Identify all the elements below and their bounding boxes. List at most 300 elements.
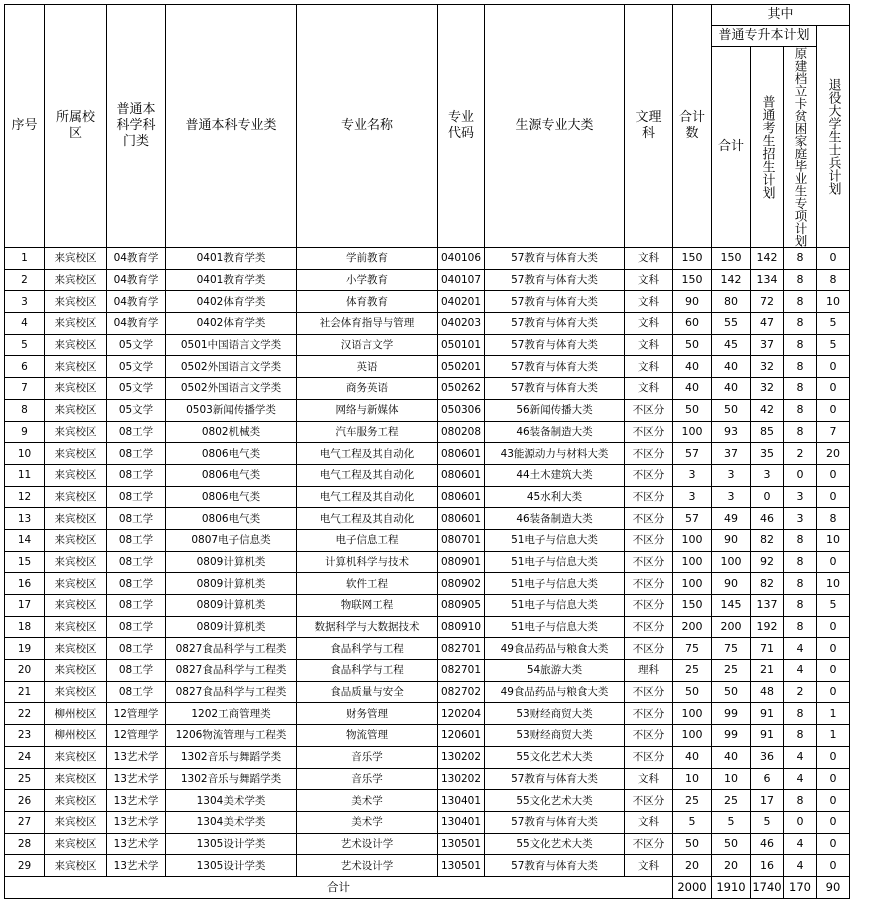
row-sub-total: 55 [712,313,751,335]
row-major-code: 040106 [438,248,485,270]
row-source-class: 55文化艺术大类 [485,746,625,768]
row-major-class: 0827食品科学与工程类 [166,638,297,660]
row-exam: 46 [751,833,784,855]
row-exam: 142 [751,248,784,270]
row-campus: 柳州校区 [45,703,107,725]
table-row [5,508,850,530]
row-source-class: 57教育与体育大类 [485,811,625,833]
row-campus: 来宾校区 [45,855,107,877]
row-seq: 27 [5,811,45,833]
row-source-class: 55文化艺术大类 [485,833,625,855]
row-sub-total: 40 [712,378,751,400]
row-major-code: 130202 [438,768,485,790]
header-source-class: 生源专业大类 [485,5,625,248]
row-major-name: 电子信息工程 [297,529,438,551]
row-source-class: 51电子与信息大类 [485,551,625,573]
table-row [5,356,850,378]
header-category: 普通本科学科门类 [107,5,166,248]
row-seq: 21 [5,681,45,703]
row-poverty: 4 [784,660,817,682]
row-sub-total: 5 [712,811,751,833]
row-sub-total: 3 [712,486,751,508]
row-campus: 来宾校区 [45,356,107,378]
table-row [5,681,850,703]
row-sub-total: 3 [712,464,751,486]
row-total: 3 [673,486,712,508]
row-seq: 24 [5,746,45,768]
row-seq: 16 [5,573,45,595]
row-major-name: 美术学 [297,790,438,812]
row-major-code: 050262 [438,378,485,400]
row-category: 13艺术学 [107,768,166,790]
row-major-name: 商务英语 [297,378,438,400]
row-sub-total: 45 [712,334,751,356]
row-exam: 37 [751,334,784,356]
row-major-name: 软件工程 [297,573,438,595]
row-seq: 17 [5,595,45,617]
row-seq: 5 [5,334,45,356]
row-campus: 来宾校区 [45,399,107,421]
table-row [5,421,850,443]
row-exam: 134 [751,269,784,291]
row-major-name: 汽车服务工程 [297,421,438,443]
table-row [5,291,850,313]
row-major-class: 0806电气类 [166,443,297,465]
row-category: 05文学 [107,378,166,400]
row-exam: 16 [751,855,784,877]
row-major-code: 130401 [438,811,485,833]
row-major-class: 1206物流管理与工程类 [166,725,297,747]
row-campus: 来宾校区 [45,638,107,660]
row-total: 50 [673,399,712,421]
row-sub-total: 50 [712,833,751,855]
row-poverty: 8 [784,269,817,291]
row-category: 05文学 [107,356,166,378]
row-poverty: 8 [784,573,817,595]
row-total: 10 [673,768,712,790]
row-major-class: 1302音乐与舞蹈学类 [166,746,297,768]
row-major-name: 物联网工程 [297,595,438,617]
row-total: 25 [673,790,712,812]
row-campus: 来宾校区 [45,660,107,682]
row-major-code: 080902 [438,573,485,595]
row-major-name: 电气工程及其自动化 [297,508,438,530]
row-major-code: 082701 [438,660,485,682]
row-exam: 82 [751,573,784,595]
row-major-code: 080601 [438,443,485,465]
row-veteran: 5 [817,334,850,356]
totals-sub-total: 1910 [712,876,751,898]
row-major-class: 1304美术学类 [166,790,297,812]
row-source-class: 57教育与体育大类 [485,855,625,877]
row-veteran: 0 [817,790,850,812]
row-major-name: 食品科学与工程 [297,638,438,660]
row-subject: 不区分 [625,508,673,530]
row-poverty: 8 [784,529,817,551]
row-major-code: 130501 [438,833,485,855]
row-poverty: 8 [784,313,817,335]
table-row [5,855,850,877]
row-campus: 来宾校区 [45,486,107,508]
table-body [5,248,850,877]
row-major-code: 050306 [438,399,485,421]
header-regular-exam: 普通考生招生计划 [751,47,784,248]
row-exam: 85 [751,421,784,443]
table-row [5,313,850,335]
row-subject: 不区分 [625,833,673,855]
header-regular-total: 合计 [712,47,751,248]
row-sub-total: 75 [712,638,751,660]
row-sub-total: 49 [712,508,751,530]
row-category: 04教育学 [107,269,166,291]
row-seq: 28 [5,833,45,855]
row-major-code: 080905 [438,595,485,617]
row-subject: 文科 [625,768,673,790]
row-subject: 不区分 [625,790,673,812]
row-source-class: 51电子与信息大类 [485,573,625,595]
row-total: 40 [673,746,712,768]
row-exam: 71 [751,638,784,660]
row-veteran: 0 [817,660,850,682]
row-subject: 文科 [625,356,673,378]
row-sub-total: 37 [712,443,751,465]
header-of-which: 其中 [712,5,850,26]
table-row [5,616,850,638]
row-total: 150 [673,269,712,291]
row-subject: 不区分 [625,746,673,768]
row-veteran: 10 [817,529,850,551]
row-category: 08工学 [107,681,166,703]
row-sub-total: 50 [712,681,751,703]
row-subject: 文科 [625,313,673,335]
header-major-code: 专业代码 [438,5,485,248]
row-major-code: 080601 [438,486,485,508]
row-sub-total: 25 [712,660,751,682]
row-veteran: 0 [817,855,850,877]
row-source-class: 57教育与体育大类 [485,768,625,790]
row-total: 50 [673,681,712,703]
row-category: 05文学 [107,334,166,356]
row-total: 50 [673,334,712,356]
row-sub-total: 20 [712,855,751,877]
row-exam: 21 [751,660,784,682]
row-seq: 25 [5,768,45,790]
row-campus: 来宾校区 [45,313,107,335]
row-exam: 91 [751,725,784,747]
row-total: 5 [673,811,712,833]
table-row [5,573,850,595]
row-exam: 0 [751,486,784,508]
row-campus: 来宾校区 [45,833,107,855]
row-category: 08工学 [107,464,166,486]
row-subject: 文科 [625,334,673,356]
row-poverty: 8 [784,291,817,313]
row-sub-total: 93 [712,421,751,443]
row-major-class: 0401教育学类 [166,269,297,291]
row-exam: 137 [751,595,784,617]
row-sub-total: 100 [712,551,751,573]
totals-row [5,876,850,898]
row-campus: 来宾校区 [45,464,107,486]
row-veteran: 0 [817,356,850,378]
row-category: 13艺术学 [107,790,166,812]
row-source-class: 57教育与体育大类 [485,334,625,356]
row-subject: 不区分 [625,725,673,747]
row-total: 60 [673,313,712,335]
row-source-class: 45水利大类 [485,486,625,508]
row-major-code: 050101 [438,334,485,356]
row-exam: 91 [751,703,784,725]
table-row [5,464,850,486]
row-poverty: 8 [784,616,817,638]
row-subject: 不区分 [625,551,673,573]
row-campus: 来宾校区 [45,334,107,356]
row-category: 05文学 [107,399,166,421]
row-subject: 不区分 [625,421,673,443]
row-exam: 32 [751,378,784,400]
row-campus: 来宾校区 [45,616,107,638]
row-category: 13艺术学 [107,833,166,855]
row-major-name: 食品科学与工程 [297,660,438,682]
row-campus: 来宾校区 [45,291,107,313]
row-source-class: 55文化艺术大类 [485,790,625,812]
row-veteran: 5 [817,595,850,617]
row-major-name: 财务管理 [297,703,438,725]
row-sub-total: 25 [712,790,751,812]
row-major-class: 0809计算机类 [166,595,297,617]
row-campus: 来宾校区 [45,746,107,768]
row-total: 100 [673,725,712,747]
totals-exam: 1740 [751,876,784,898]
row-major-name: 艺术设计学 [297,833,438,855]
row-poverty: 3 [784,486,817,508]
row-major-code: 080208 [438,421,485,443]
row-major-class: 0809计算机类 [166,573,297,595]
row-campus: 来宾校区 [45,443,107,465]
row-total: 50 [673,833,712,855]
row-subject: 不区分 [625,638,673,660]
row-veteran: 0 [817,551,850,573]
row-exam: 17 [751,790,784,812]
row-category: 08工学 [107,595,166,617]
row-sub-total: 150 [712,248,751,270]
row-veteran: 0 [817,746,850,768]
row-major-name: 计算机科学与技术 [297,551,438,573]
row-major-class: 0402体育学类 [166,313,297,335]
row-source-class: 51电子与信息大类 [485,616,625,638]
row-major-code: 080701 [438,529,485,551]
row-sub-total: 90 [712,573,751,595]
row-category: 13艺术学 [107,855,166,877]
row-campus: 来宾校区 [45,768,107,790]
row-veteran: 20 [817,443,850,465]
table-row [5,529,850,551]
row-subject: 不区分 [625,573,673,595]
row-campus: 来宾校区 [45,378,107,400]
row-total: 100 [673,529,712,551]
table-row [5,443,850,465]
row-source-class: 43能源动力与材料大类 [485,443,625,465]
row-exam: 32 [751,356,784,378]
row-category: 08工学 [107,529,166,551]
row-poverty: 8 [784,703,817,725]
row-major-name: 体育教育 [297,291,438,313]
row-exam: 82 [751,529,784,551]
row-poverty: 8 [784,378,817,400]
row-source-class: 53财经商贸大类 [485,703,625,725]
row-category: 08工学 [107,660,166,682]
row-veteran: 0 [817,248,850,270]
row-subject: 不区分 [625,703,673,725]
row-source-class: 57教育与体育大类 [485,291,625,313]
row-campus: 来宾校区 [45,681,107,703]
row-campus: 来宾校区 [45,790,107,812]
table-row [5,248,850,270]
row-major-name: 网络与新媒体 [297,399,438,421]
row-poverty: 8 [784,595,817,617]
row-major-class: 0802机械类 [166,421,297,443]
row-veteran: 1 [817,703,850,725]
row-category: 08工学 [107,421,166,443]
header-veteran: 退役大学生士兵计划 [817,26,850,248]
totals-veteran: 90 [817,876,850,898]
row-source-class: 57教育与体育大类 [485,313,625,335]
row-category: 04教育学 [107,313,166,335]
row-major-name: 数据科学与大数据技术 [297,616,438,638]
row-major-code: 120601 [438,725,485,747]
row-campus: 来宾校区 [45,508,107,530]
row-major-class: 1202工商管理类 [166,703,297,725]
row-total: 40 [673,356,712,378]
row-seq: 29 [5,855,45,877]
row-poverty: 4 [784,638,817,660]
row-poverty: 8 [784,421,817,443]
row-veteran: 10 [817,573,850,595]
row-major-class: 1304美术学类 [166,811,297,833]
row-subject: 文科 [625,811,673,833]
row-seq: 23 [5,725,45,747]
row-subject: 不区分 [625,529,673,551]
row-major-class: 1302音乐与舞蹈学类 [166,768,297,790]
row-campus: 来宾校区 [45,811,107,833]
row-sub-total: 10 [712,768,751,790]
row-major-code: 130501 [438,855,485,877]
row-major-class: 0501中国语言文学类 [166,334,297,356]
row-seq: 4 [5,313,45,335]
row-total: 3 [673,464,712,486]
row-poverty: 0 [784,811,817,833]
row-major-code: 130202 [438,746,485,768]
row-subject: 不区分 [625,595,673,617]
row-category: 08工学 [107,443,166,465]
row-major-name: 小学教育 [297,269,438,291]
row-exam: 192 [751,616,784,638]
row-major-class: 1305设计学类 [166,833,297,855]
row-category: 12管理学 [107,725,166,747]
row-category: 04教育学 [107,291,166,313]
row-seq: 14 [5,529,45,551]
row-major-code: 080901 [438,551,485,573]
row-major-name: 食品质量与安全 [297,681,438,703]
row-major-name: 汉语言文学 [297,334,438,356]
row-major-code: 050201 [438,356,485,378]
row-campus: 来宾校区 [45,529,107,551]
row-source-class: 49食品药品与粮食大类 [485,681,625,703]
row-source-class: 57教育与体育大类 [485,378,625,400]
row-veteran: 7 [817,421,850,443]
row-sub-total: 40 [712,356,751,378]
row-subject: 不区分 [625,464,673,486]
row-source-class: 57教育与体育大类 [485,356,625,378]
header-regular-plan: 普通专升本计划 [712,26,817,47]
row-veteran: 10 [817,291,850,313]
row-category: 08工学 [107,573,166,595]
row-sub-total: 90 [712,529,751,551]
row-seq: 18 [5,616,45,638]
row-veteran: 0 [817,681,850,703]
row-campus: 来宾校区 [45,248,107,270]
row-total: 100 [673,703,712,725]
row-major-code: 040107 [438,269,485,291]
row-subject: 文科 [625,269,673,291]
row-total: 150 [673,248,712,270]
row-poverty: 8 [784,399,817,421]
row-poverty: 8 [784,334,817,356]
row-poverty: 4 [784,833,817,855]
header-poverty: 原建档立卡贫困家庭毕业生专项计划 [784,47,817,248]
row-major-code: 082701 [438,638,485,660]
totals-poverty: 170 [784,876,817,898]
header-seq: 序号 [5,5,45,248]
row-total: 40 [673,378,712,400]
row-exam: 42 [751,399,784,421]
table-row [5,703,850,725]
row-major-class: 0827食品科学与工程类 [166,660,297,682]
row-veteran: 0 [817,378,850,400]
row-major-class: 1305设计学类 [166,855,297,877]
row-sub-total: 200 [712,616,751,638]
row-sub-total: 145 [712,595,751,617]
row-major-name: 音乐学 [297,768,438,790]
row-source-class: 56新闻传播大类 [485,399,625,421]
row-veteran: 0 [817,638,850,660]
row-sub-total: 99 [712,703,751,725]
row-major-name: 电气工程及其自动化 [297,464,438,486]
row-major-code: 040201 [438,291,485,313]
row-poverty: 0 [784,464,817,486]
row-category: 12管理学 [107,703,166,725]
row-poverty: 2 [784,443,817,465]
row-seq: 10 [5,443,45,465]
row-sub-total: 80 [712,291,751,313]
row-poverty: 4 [784,746,817,768]
row-total: 75 [673,638,712,660]
row-major-class: 0806电气类 [166,508,297,530]
row-major-name: 电气工程及其自动化 [297,443,438,465]
row-exam: 36 [751,746,784,768]
row-source-class: 51电子与信息大类 [485,529,625,551]
row-subject: 文科 [625,378,673,400]
row-seq: 7 [5,378,45,400]
row-total: 57 [673,508,712,530]
row-category: 08工学 [107,616,166,638]
row-major-class: 0401教育学类 [166,248,297,270]
row-subject: 文科 [625,248,673,270]
row-veteran: 8 [817,269,850,291]
row-campus: 来宾校区 [45,595,107,617]
table-row [5,768,850,790]
row-category: 08工学 [107,551,166,573]
